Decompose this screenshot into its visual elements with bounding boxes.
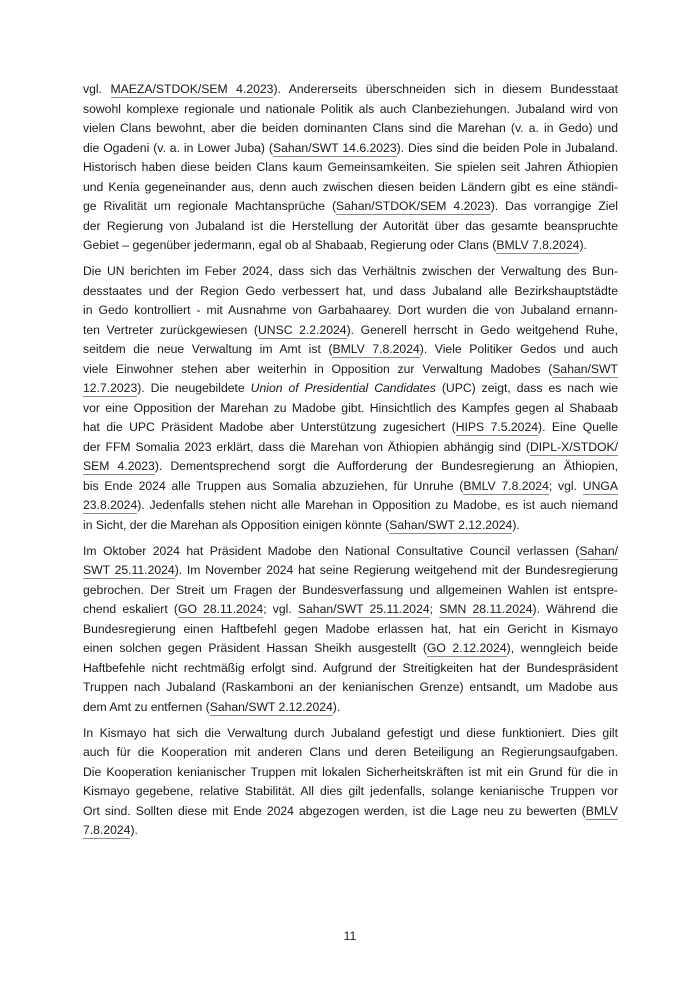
text-line	[83, 802, 618, 822]
text-run: bis Ende 2024 alle Truppen aus Somalia abzuziehen, für Unruhe (	[83, 478, 464, 493]
text-line	[83, 782, 618, 802]
text-line	[83, 197, 618, 217]
citation-link[interactable]: Sahan/SWT 2.12.2024	[389, 517, 513, 532]
text-run: seitdem die neue Verwaltung im Amt ist (	[83, 342, 333, 356]
text-run: in Gedo kontrolliert - mit Ausnahme von Garbahaarey. Dort wurden die von Jubaland ernann-	[83, 303, 618, 317]
text-line	[83, 763, 618, 783]
text-run: (UPC) zeigt, dass es nach wie	[435, 381, 618, 395]
text-line	[83, 321, 618, 341]
text-run: ).	[332, 699, 341, 714]
text-run: hat die UPC Präsident Madobe aber Unterstützung zugesichert (	[83, 420, 456, 434]
text-line	[83, 821, 618, 841]
text-run: und Kenia gegeneinander aus, denn auch zwischen diesen beiden Ländern gibt es eine ständi-	[83, 179, 618, 194]
text-line	[83, 561, 618, 581]
text-run: Kismayo gegebene, relative Stabilität. All dies gilt jedenfalls, solange kenianische Truppen vor	[83, 784, 618, 798]
text-run: Truppen nach Jubaland (Raskamboni an der kenianischen Grenze) entsandt, um Madobe aus	[83, 680, 618, 694]
citation-link[interactable]: SWT 25.11.2024	[83, 563, 175, 577]
text-run: ). Die neugebildete	[137, 381, 251, 395]
text-run: viele Einwohner stehen aber weiterhin in Opposition zur Verwaltung Madobes (	[83, 361, 553, 376]
text-run: Historisch haben diese beiden Clans kaum Gemeinsamkeiten. Sie spielen seit Jahren Äthiopien	[83, 160, 618, 174]
citation-link[interactable]: MAEZA/STDOK/SEM 4.2023	[110, 82, 274, 96]
text-line	[83, 743, 618, 763]
citation-link[interactable]: Sahan/SWT 14.6.2023	[272, 140, 397, 155]
citation-link[interactable]: UNGA	[582, 478, 618, 493]
text-line	[83, 360, 618, 380]
text-run: vor eine Opposition der Marehan zu Madobe gibt. Hinsichtlich des Kampfes gegen al Shabaab	[83, 400, 618, 415]
document-body	[83, 80, 618, 847]
text-line	[83, 438, 618, 458]
text-run: ). Dies sind die beiden Pole in Jubaland.	[396, 140, 619, 155]
text-line	[83, 100, 618, 120]
citation-link[interactable]: UNSC 2.2.2024	[257, 322, 347, 337]
text-line	[83, 581, 618, 601]
citation-link[interactable]: BMLV 7.8.2024	[332, 342, 420, 356]
text-line	[83, 399, 618, 419]
text-run: vgl.	[83, 82, 111, 96]
citation-link[interactable]: GO 2.12.2024	[426, 641, 507, 655]
text-run: Ort sind. Sollten diese mit Ende 2024 abgezogen werden, ist die Lage neu zu bewerten (	[83, 803, 586, 818]
text-run: Die UN berichten im Feber 2024, dass sich das Verhältnis zwischen der Verwaltung des Bun-	[83, 264, 618, 278]
text-line	[83, 301, 618, 321]
text-run: vielen Clans bewohnt, aber die beiden dominanten Clans sind die Marehan (v. a. in Gedo) und	[83, 121, 618, 135]
citation-link[interactable]: GO 28.11.2024	[177, 602, 264, 616]
text-line	[83, 496, 618, 516]
text-line	[83, 80, 618, 100]
text-run: Die Kooperation kenianischer Truppen mit lokalen Sicherheitskräften ist mit ein Grund für die in	[83, 764, 618, 779]
text-line	[83, 724, 618, 744]
paragraph	[83, 262, 618, 535]
text-run: ). Eine Quelle	[538, 420, 618, 434]
text-line	[83, 262, 618, 282]
citation-link[interactable]: Sahan/	[579, 543, 618, 558]
text-line	[83, 178, 618, 198]
text-line	[83, 639, 618, 659]
text-line	[83, 217, 618, 237]
text-run: ). Das vorrangige Ziel	[490, 199, 618, 213]
citation-link[interactable]: HIPS 7.5.2024	[455, 420, 539, 434]
text-run: desstaates und der Region Gedo verbessert hat, und dass Jubaland alle Bezirkshauptstädte	[83, 283, 618, 298]
text-run: ).	[512, 517, 520, 532]
text-run: ).	[130, 823, 138, 837]
text-line	[83, 119, 618, 139]
citation-link[interactable]: 23.8.2024	[83, 498, 138, 512]
citation-link[interactable]: BMLV 7.8.2024	[463, 478, 549, 493]
text-line	[83, 620, 618, 640]
text-run: Im Oktober 2024 hat Präsident Madobe den National Consultative Council verlassen (	[83, 543, 580, 558]
text-run: Gebiet – gegenüber jedermann, egal ob al Shabaab, Regierung oder Clans (	[83, 238, 497, 252]
text-run: gebrochen. Der Streit um Fragen der Bundesverfassung und allgemeinen Wahlen ist entspre-	[83, 582, 618, 597]
text-run: sowohl komplexe regionale und nationale Politik als auch Clanbeziehungen. Jubaland wird von	[83, 101, 618, 116]
text-line	[83, 158, 618, 178]
text-line	[83, 698, 618, 718]
citation-link[interactable]: 12.7.2023	[83, 381, 138, 395]
paragraph	[83, 724, 618, 841]
text-line	[83, 477, 618, 497]
text-line	[83, 516, 618, 536]
text-run: die Ogadeni (v. a. in Lower Juba) (	[83, 140, 273, 155]
text-line	[83, 379, 618, 399]
text-line	[83, 678, 618, 698]
citation-link[interactable]: SMN 28.11.2024	[439, 602, 533, 616]
page-number: 11	[343, 929, 357, 943]
text-run: Bundesregierung einen Haftbefehl gegen Madobe erlassen hat, hat ein Gericht in Kismayo	[83, 621, 618, 636]
citation-link[interactable]: BMLV	[585, 803, 618, 818]
text-run: ). Dementsprechend sorgt die Aufforderung der Bundesregierung an Äthiopien,	[154, 459, 618, 473]
text-run: ). Im November 2024 hat seine Regierung weitgehend mit der Bundesregierung	[174, 563, 618, 577]
citation-link[interactable]: BMLV 7.8.2024	[496, 238, 580, 252]
text-run: ge Rivalität um regionale Machtansprüche (	[83, 199, 337, 213]
text-run: ). Andererseits überschneiden sich in diesem Bundesstaat	[273, 82, 618, 96]
text-run: ;	[429, 602, 440, 616]
citation-link[interactable]: SEM 4.2023	[83, 459, 155, 473]
italic-text: Union of Presidential Candidates	[250, 381, 436, 395]
text-run: ), wenngleich beide	[506, 641, 618, 655]
text-line	[83, 418, 618, 438]
text-run: der FFM Somalia 2023 erklärt, dass die Marehan von Äthiopien abhängig sind (	[83, 439, 530, 454]
citation-link[interactable]: Sahan/SWT 25.11.2024	[297, 602, 430, 616]
text-run: Haftbefehle nicht rechtmäßig erfolgt sind. Aufgrund der Streitigkeiten hat der Bundespräsident	[83, 660, 618, 675]
text-run: chend eskaliert (	[83, 602, 178, 616]
text-run: auch für die Kooperation mit anderen Clans und deren Beteiligung an Regierungsaufgaben.	[83, 745, 618, 759]
text-run: einen solchen gegen Präsident Hassan Sheikh ausgestellt (	[83, 641, 427, 655]
text-line	[83, 457, 618, 477]
text-line	[83, 282, 618, 302]
text-line	[83, 542, 618, 562]
text-run: ). Während die	[532, 602, 619, 616]
text-line	[83, 139, 618, 159]
text-run: ten Vertreter zurückgewiesen (	[83, 322, 258, 337]
text-line	[83, 340, 618, 360]
citation-link[interactable]: 7.8.2024	[83, 823, 131, 837]
text-line	[83, 236, 618, 256]
citation-link[interactable]: DIPL-X/STDOK/	[529, 439, 618, 454]
text-line	[83, 659, 618, 679]
text-run: ). Jedenfalls stehen nicht alle Marehan in Opposition zu Madobe, es ist auch niemand	[137, 498, 618, 512]
text-line	[83, 600, 618, 620]
text-run: ; vgl.	[548, 478, 583, 493]
paragraph	[83, 80, 618, 256]
text-run: In Kismayo hat sich die Verwaltung durch Jubaland gefestigt und diese funktioniert. Dies gilt	[83, 725, 618, 740]
text-run: ; vgl.	[263, 602, 298, 616]
text-run: ).	[579, 238, 587, 252]
citation-link[interactable]: Sahan/STDOK/SEM 4.2023	[336, 199, 491, 213]
citation-link[interactable]: Sahan/SWT	[552, 361, 618, 376]
text-run: ). Viele Politiker Gedos und auch	[419, 342, 618, 356]
text-run: dem Amt zu entfernen (	[83, 699, 210, 714]
paragraph	[83, 542, 618, 718]
text-run: in Sicht, der die Marehan als Opposition einigen könnte (	[83, 517, 390, 532]
citation-link[interactable]: Sahan/SWT 2.12.2024	[209, 699, 333, 714]
text-run: ). Generell herrscht in Gedo weitgehend Ruhe,	[346, 322, 618, 337]
text-run: der Regierung von Jubaland ist die Herstellung der Autorität über das gesamte beanspruchte	[83, 218, 618, 233]
